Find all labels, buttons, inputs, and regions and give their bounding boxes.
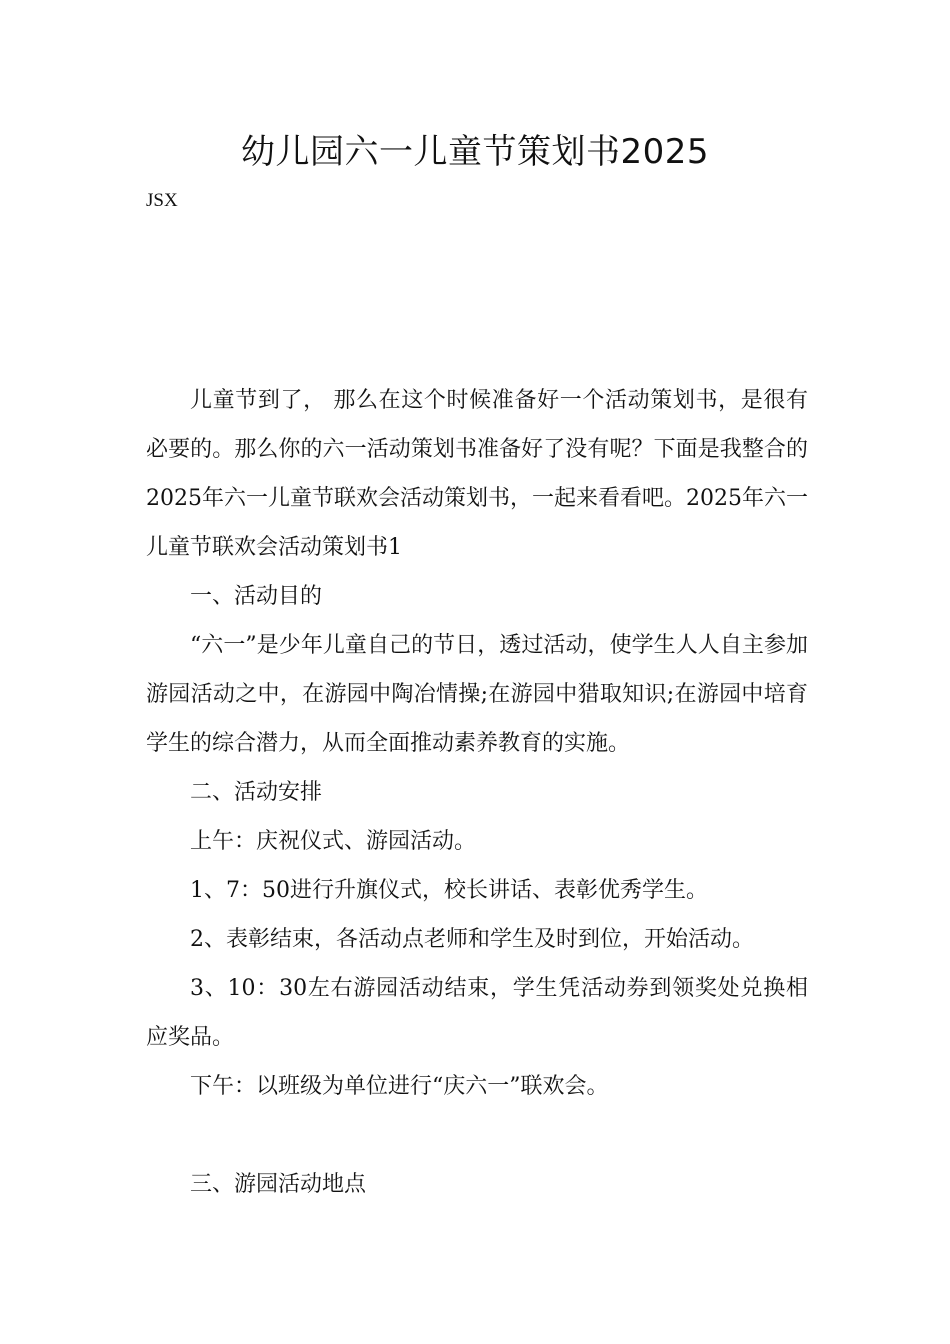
document-author: JSX: [146, 190, 178, 211]
intro-paragraph: 儿童节到了， 那么在这个时候准备好一个活动策划书，是很有必要的。那么你的六一活动策划书准备好了没有呢？下面是我整合的2025年六一儿童节联欢会活动策划书，一起来看看吧。2025年六一儿童节联欢会活动策划书1: [146, 388, 808, 560]
arrangement-item-1: 1、7：50进行升旗仪式，校长讲话、表彰优秀学生。: [190, 878, 708, 903]
section-heading-location: 三、游园活动地点: [190, 1172, 367, 1197]
section-heading-arrangement: 二、活动安排: [190, 780, 323, 805]
afternoon-paragraph: 下午：以班级为单位进行“庆六一”联欢会。: [190, 1074, 609, 1099]
section-heading-purpose: 一、活动目的: [190, 584, 323, 609]
document-body: [146, 376, 808, 1209]
purpose-paragraph: “六一”是少年儿童自己的节日，透过活动，使学生人人自主参加游园活动之中，在游园中陶冶情操;在游园中猎取知识;在游园中培育学生的综合潜力，从而全面推动素养教育的实施。: [146, 633, 808, 756]
document-title: 幼儿园六一儿童节策划书2025: [240, 132, 710, 172]
morning-paragraph: 上午：庆祝仪式、游园活动。: [190, 829, 477, 854]
arrangement-item-2: 2、表彰结束，各活动点老师和学生及时到位，开始活动。: [190, 927, 754, 952]
arrangement-item-3: 3、10：30左右游园活动结束，学生凭活动券到领奖处兑换相应奖品。: [146, 976, 808, 1050]
